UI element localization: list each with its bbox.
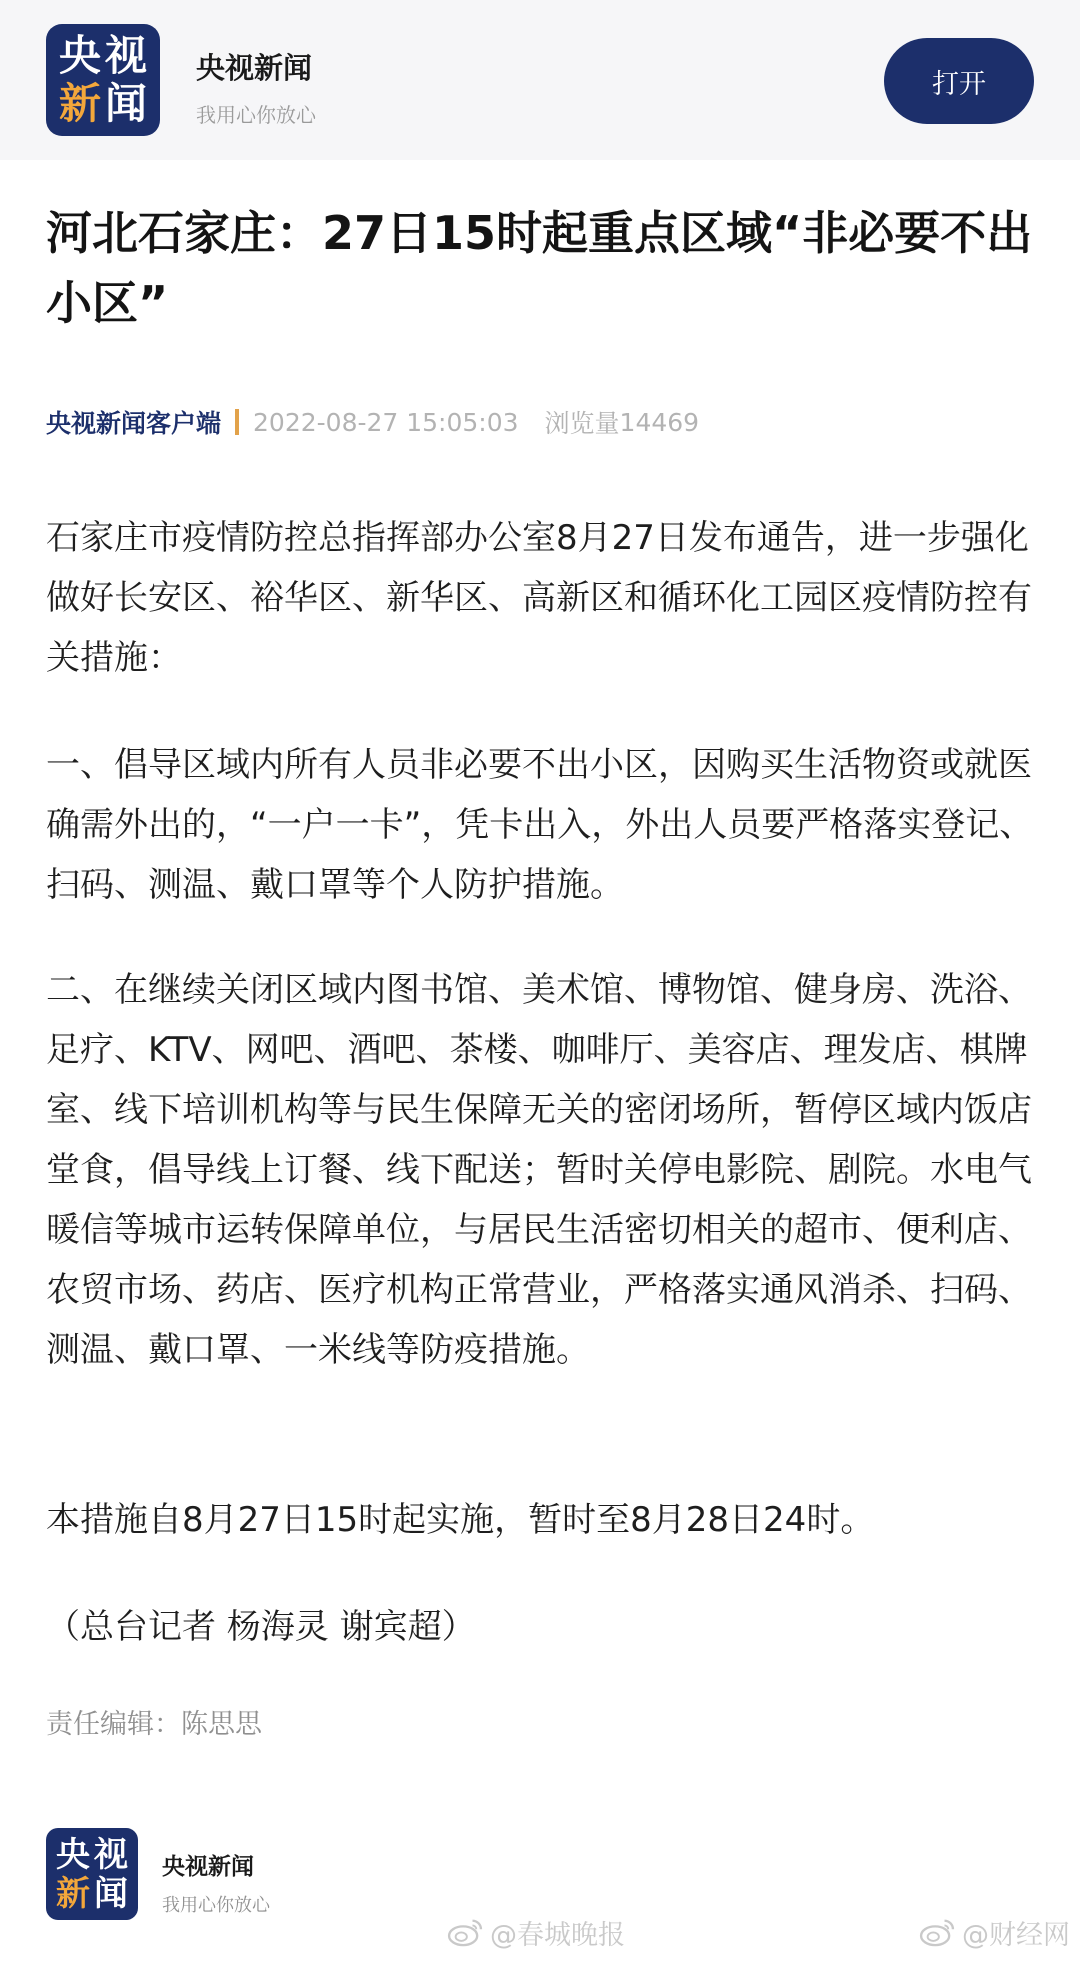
- watermark: [446, 1912, 625, 1952]
- app-header: [0, 0, 1080, 160]
- article-paragraph: 一、倡导区域内所有人员非必要不出小区，因购买生活物资或就医确需外出的，“一户一卡”，凭卡出入，外出人员要严格落实登记、扫码、测温、戴口罩等个人防护措施。: [46, 745, 1034, 905]
- logo-char: 视: [104, 31, 147, 80]
- watermark-text: @春城晚报: [490, 1919, 625, 1951]
- footer-cctv-news-logo[interactable]: [46, 1828, 138, 1920]
- article-paragraph: 二、在继续关闭区域内图书馆、美术馆、博物馆、健身房、洗浴、足疗、KTV、网吧、酒吧、茶楼、咖啡厅、美容店、理发店、棋牌室、线下培训机构等与民生保障无关的密闭场所，暂停区域内饭店堂食，倡导线上订餐、线下配送；暂时关停电影院、剧院。水电气暖信等城市运转保障单位，与居民生活密切相关的超市、便利店、农贸市场、药店、医疗机构正常营业，严格落实通风消杀、扫码、测温、戴口罩、一米线等防疫措施。: [46, 970, 1032, 1370]
- article-source[interactable]: 央视新闻客户端: [46, 409, 222, 438]
- watermark: [918, 1912, 1070, 1952]
- editor-label: 责任编辑：: [46, 1709, 181, 1740]
- article-datetime: 2022-08-27 15:05:03: [253, 407, 519, 437]
- views-count: 14469: [619, 407, 700, 437]
- logo-char: 央: [56, 1834, 90, 1875]
- app-name: 央视新闻: [196, 51, 313, 85]
- logo-char: 新: [56, 1873, 90, 1914]
- footer-brand: [162, 1848, 270, 1917]
- article-reporter-credit: （总台记者 杨海灵 谢宾超）: [46, 1607, 476, 1647]
- logo-char: 闻: [104, 79, 147, 128]
- views-label: 浏览量: [544, 409, 620, 438]
- footer-app-name: 央视新闻: [162, 1854, 254, 1880]
- article-title: 河北石家庄：27日15时起重点区域“非必要不出小区”: [46, 206, 1033, 330]
- app-slogan: 我用心你放心: [196, 103, 316, 127]
- responsible-editor: [46, 1702, 262, 1741]
- open-app-button[interactable]: 打开: [884, 38, 1034, 124]
- meta-divider: [235, 409, 239, 435]
- editor-name: 陈思思: [181, 1709, 262, 1740]
- article-meta: [46, 402, 699, 442]
- logo-char: 闻: [94, 1873, 128, 1914]
- article-paragraph: 本措施自8月27日15时起实施，暂时至8月28日24时。: [46, 1500, 875, 1540]
- footer-app-slogan: 我用心你放心: [162, 1895, 270, 1916]
- logo-char: 新: [58, 79, 101, 128]
- logo-char: 视: [94, 1834, 128, 1875]
- weibo-icon: [446, 1917, 484, 1947]
- weibo-icon: [918, 1917, 956, 1947]
- watermark-text: @财经网: [962, 1919, 1070, 1951]
- header-brand: [196, 46, 316, 128]
- logo-char: 央: [58, 31, 101, 80]
- article-paragraph: 石家庄市疫情防控总指挥部办公室8月27日发布通告，进一步强化做好长安区、裕华区、新华区、高新区和循环化工园区疫情防控有关措施：: [46, 518, 1032, 678]
- cctv-news-logo[interactable]: [46, 24, 160, 136]
